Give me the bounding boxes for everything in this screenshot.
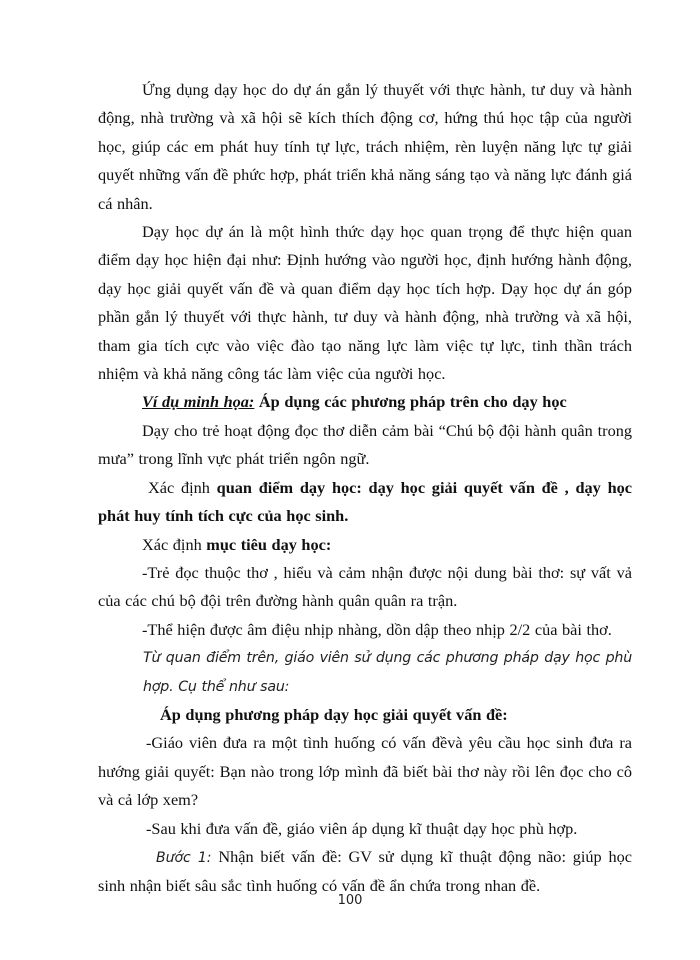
paragraph-poem-activity: Dạy cho trẻ hoạt động đọc thơ diễn cảm bài “Chú bộ đội hành quân trong mưa” trong lĩnh vực phát triển ngôn ngữ. (98, 420, 632, 469)
goal-item-rhythm: -Thể hiện được âm điệu nhịp nhàng, dồn dập theo nhịp 2/2 của bài thơ. (142, 619, 612, 639)
page-number: 100 (337, 893, 363, 908)
viewpoint-lead: Xác định (148, 477, 217, 497)
method-heading-problem-solving: Áp dụng phương pháp dạy học giải quyết vấn đề: (160, 704, 508, 724)
paragraph-project-teaching-definition: Dạy học dự án là một hình thức dạy học quan trọng để thực hiện quan điểm dạy học hiện đại như: Định hướng vào người học, định hướng hành động, dạy học giải quyết vấn đề và quan điểm dạy học tích hợp. Dạy học dự án góp phần gắn lý thuyết với thực hành, tư duy và hành động, nhà trường và xã hội, tham gia tích cực vào việc đào tạo năng lực làm việc tự lực, tinh thần trách nhiệm và khả năng công tác làm việc của người học. (98, 222, 632, 384)
example-heading-text: Áp dụng các phương pháp trên cho dạy học (254, 392, 567, 412)
paragraph-project-teaching-benefits: Ứng dụng dạy học do dự án gắn lý thuyết với thực hành, tư duy và hành động, nhà trường và xã hội sẽ kích thích động cơ, hứng thú học tập của người học, giúp các em phát huy tính tự lực, trách nhiệm, rèn luyện năng lực tự giải quyết những vấn đề phức hợp, phát triển khả năng sáng tạo và năng lực đánh giá cá nhân. (98, 80, 632, 213)
goals-text: mục tiêu dạy học: (206, 534, 332, 554)
step-1-label: Bước 1: (156, 849, 212, 866)
paragraph-teaching-goals-heading (98, 531, 632, 559)
example-label: Ví dụ minh họa: (142, 392, 255, 412)
method-item-teacher-situation: -Giáo viên đưa ra một tình huống có vấn đềvà yêu cầu học sinh đưa ra hướng giải quyết: Bạn nào trong lớp mình đã biết bài thơ này rồi lên đọc cho cô và cả lớp xem? (98, 733, 632, 810)
viewpoint-text: quan điểm dạy học: dạy học giải quyết vấn đề , dạy học phát huy tính tích cực của học sinh. (98, 477, 632, 526)
method-item-technique: -Sau khi đưa vấn đề, giáo viên áp dụng kĩ thuật dạy học phù hợp. (146, 818, 578, 838)
paragraph-methods-intro: Từ quan điểm trên, giáo viên sử dụng các phương pháp dạy học phù hợp. Cụ thể như sau: (143, 650, 632, 695)
document-page (98, 76, 632, 901)
paragraph-teaching-viewpoint (98, 474, 632, 531)
goal-item-memorize-poem: -Trẻ đọc thuộc thơ , hiểu và cảm nhận được nội dung bài thơ: sự vất vả của các chú bộ đội trên đường hành quân quân ra trận. (98, 562, 632, 611)
step-1-text: Nhận biết vấn đề: GV sử dụng kĩ thuật động não: giúp học sinh nhận biết sâu sắc tình huống có vấn đề ẩn chứa trong nhan đề. (98, 846, 632, 896)
goals-lead: Xác định (142, 534, 207, 554)
example-heading (98, 388, 632, 416)
